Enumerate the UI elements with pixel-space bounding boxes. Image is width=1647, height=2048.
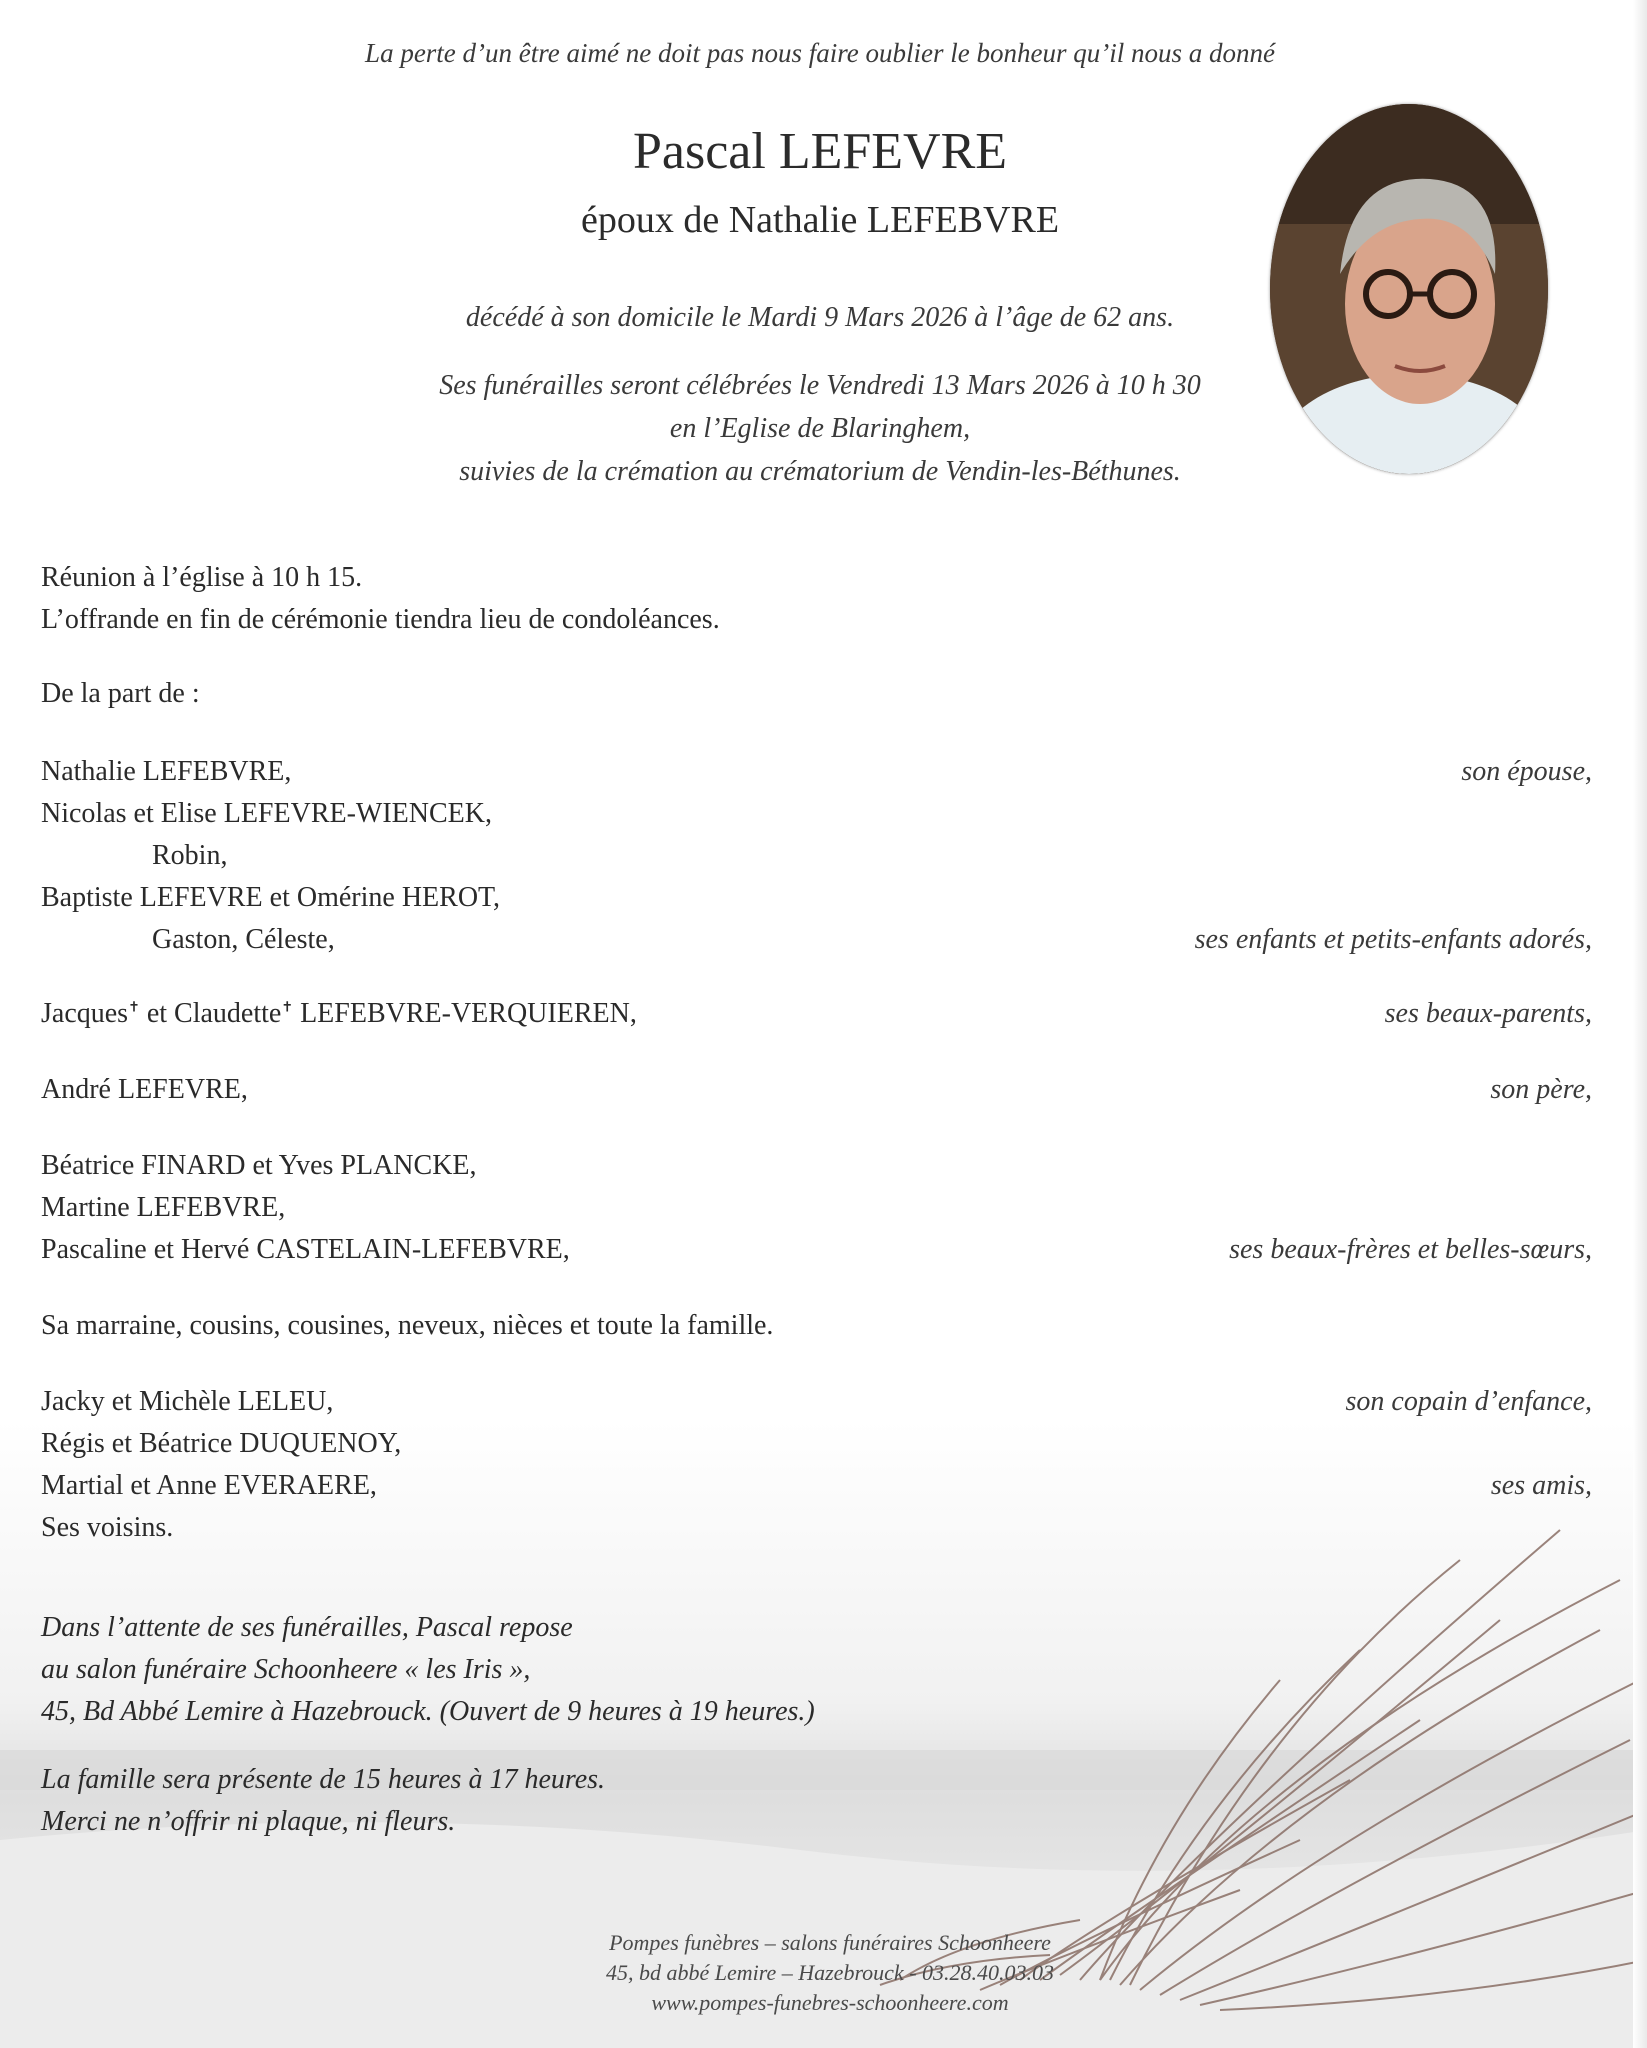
friend-role: son copain d’enfance, <box>1345 1386 1592 1417</box>
inlaw-name: et Claudette <box>146 998 282 1029</box>
repose-line: 45, Bd Abbé Lemire à Hazebrouck. (Ouvert de 9 heures à 19 heures.) <box>41 1696 815 1727</box>
memorial-quote: La perte d’un être aimé ne doit pas nous faire oublier le bonheur qu’il nous a donné <box>365 38 1275 68</box>
inlaw-surname: LEFEBVRE-VERQUIEREN, <box>300 998 637 1029</box>
friend: Martial et Anne EVERAERE, <box>41 1470 377 1501</box>
cross-icon: ✝ <box>281 1000 294 1016</box>
repose-line: au salon funéraire Schoonheere « les Iris », <box>41 1654 531 1685</box>
funeral-home-website: www.pompes-funebres-schoonheere.com <box>651 1990 1009 2015</box>
family-member: Nicolas et Elise LEFEVRE-WIENCEK, <box>41 798 493 829</box>
family-role: son épouse, <box>1461 756 1592 787</box>
cross-icon: ✝ <box>128 1000 140 1016</box>
family-member: Gaston, Céleste, <box>152 924 335 955</box>
neighbours: Ses voisins. <box>41 1512 174 1543</box>
friend-role: ses amis, <box>1490 1470 1592 1501</box>
family-member: Pascaline et Hervé CASTELAIN-LEFEBVRE, <box>41 1234 570 1265</box>
funeral-home-name: Pompes funèbres – salons funéraires Schoonheere <box>609 1930 1051 1955</box>
family-role: ses beaux-parents, <box>1384 998 1592 1029</box>
portrait-icon <box>1270 104 1548 474</box>
friend: Jacky et Michèle LELEU, <box>41 1386 334 1417</box>
family-member: Nathalie LEFEBVRE, <box>41 756 292 787</box>
death-notice: décédé à son domicile le Mardi 9 Mars 2026 à l’âge de 62 ans. <box>465 302 1175 333</box>
inlaw-name: Jacques <box>41 998 129 1029</box>
family-role: ses enfants et petits-enfants adorés, <box>1194 924 1592 955</box>
family-role: son père, <box>1490 1074 1592 1105</box>
funeral-home-address: 45, bd abbé Lemire – Hazebrouck - 03.28.40.03.03 <box>605 1960 1055 1985</box>
family-member: Robin, <box>152 840 228 871</box>
funeral-line: en l’Eglise de Blaringhem, <box>669 413 971 444</box>
funeral-line: suivies de la crémation au crématorium de Vendin-les-Béthunes. <box>459 456 1181 487</box>
from-label: De la part de : <box>41 678 200 709</box>
funeral-line: Ses funérailles seront célébrées le Vendredi 13 Mars 2026 à 10 h 30 <box>439 370 1201 401</box>
offering-note: L’offrande en fin de cérémonie tiendra lieu de condoléances. <box>41 604 720 635</box>
repose-line: Dans l’attente de ses funérailles, Pascal repose <box>41 1612 573 1643</box>
family-member: Martine LEFEBVRE, <box>41 1192 286 1223</box>
funeral-home-info <box>430 1928 1230 2018</box>
friend: Régis et Béatrice DUQUENOY, <box>41 1428 402 1459</box>
family-presence: La famille sera présente de 15 heures à 17 heures. <box>41 1764 606 1795</box>
meeting-time: Réunion à l’église à 10 h 15. <box>41 562 363 593</box>
page-edge <box>1633 0 1647 2048</box>
family-member: André LEFEVRE, <box>41 1074 248 1105</box>
spouse-line: époux de Nathalie LEFEBVRE <box>580 199 1060 241</box>
family-member: Baptiste LEFEVRE et Omérine HEROT, <box>41 882 501 913</box>
family-member <box>41 998 637 1030</box>
extended-family: Sa marraine, cousins, cousines, neveux, nièces et toute la famille. <box>41 1310 774 1341</box>
deceased-name: Pascal LEFEVRE <box>632 123 1008 180</box>
family-member: Béatrice FINARD et Yves PLANCKE, <box>41 1150 477 1181</box>
funeral-details <box>300 364 1340 493</box>
family-role: ses beaux-frères et belles-sœurs, <box>1229 1234 1592 1265</box>
portrait-photo <box>1270 104 1548 474</box>
no-flowers-note: Merci ne n’offrir ni plaque, ni fleurs. <box>41 1806 456 1837</box>
